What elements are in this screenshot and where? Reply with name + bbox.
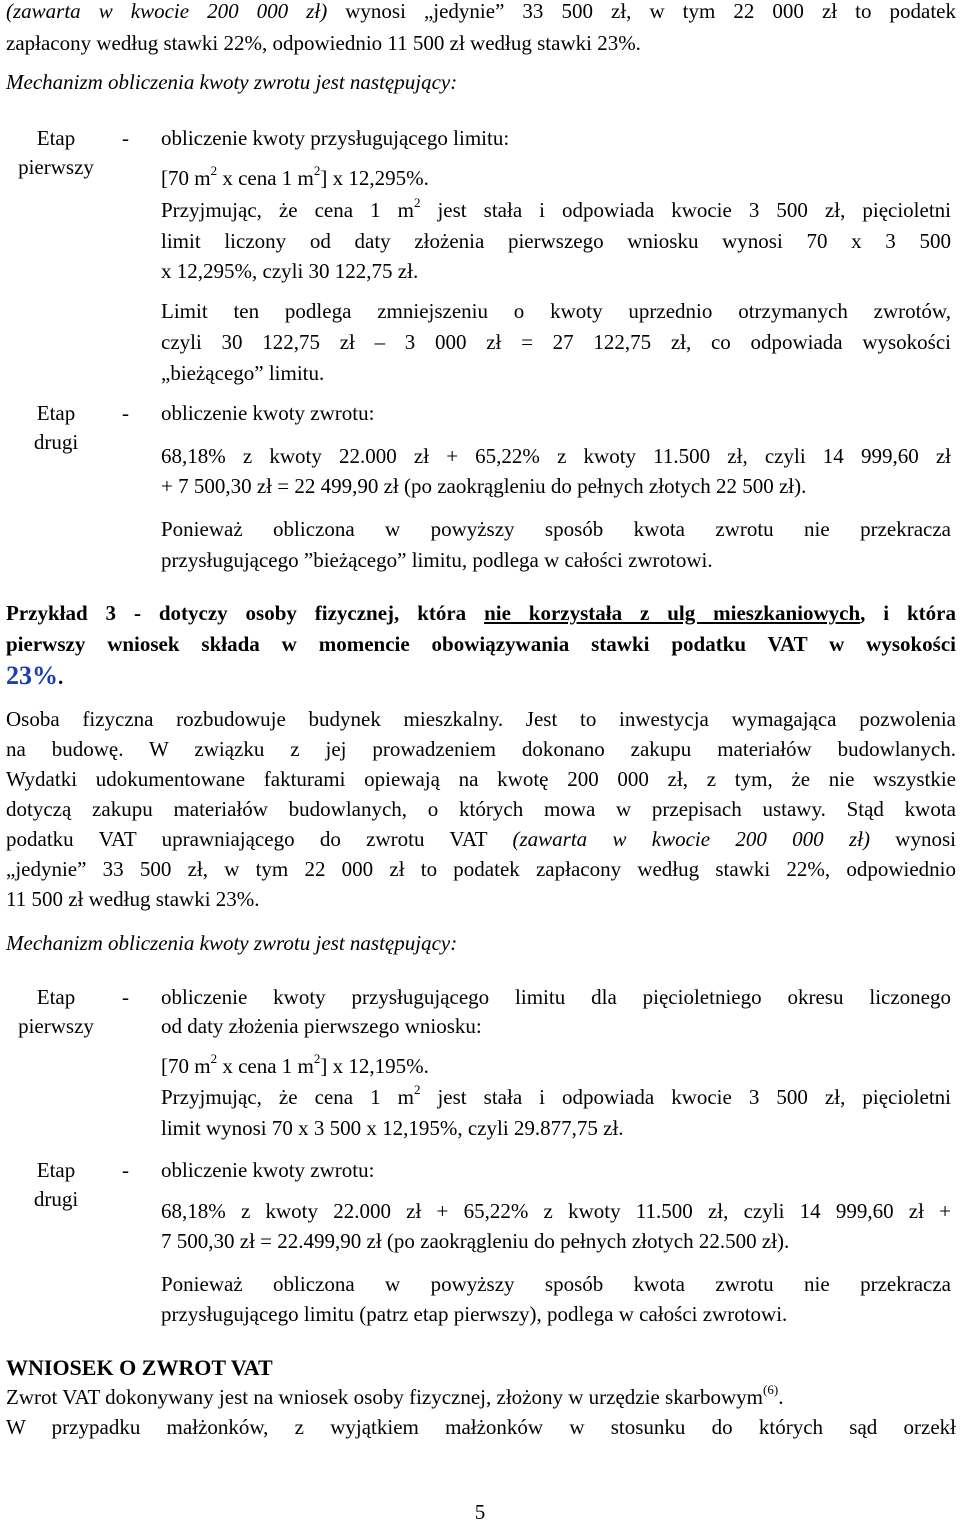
ex2-dash-2: - <box>122 401 129 425</box>
top-line-1-italic: (zawarta w kwocie 200 000 zł) <box>6 0 328 23</box>
ex3-f1-b: x cena 1 m <box>217 1054 314 1078</box>
ex3-f1-sup1: 2 <box>210 1051 218 1066</box>
ex2-f1-sup1: 2 <box>210 163 218 178</box>
ex2-etap2-label <box>6 399 106 457</box>
ex3-h3-dot: . <box>58 665 64 689</box>
ex3-p5-a: podatku VAT uprawniającego do zwrotu VAT <box>6 827 513 851</box>
wniosek-heading: WNIOSEK O ZWROT VAT <box>6 1355 273 1380</box>
ex3-f1-c: ] x 12,195%. <box>320 1054 429 1078</box>
ex2-para1-line1 <box>161 196 951 225</box>
ex3-q1a-a: Przyjmując, że cena 1 m <box>161 1085 414 1109</box>
ex2-f1-c: ] x 12,295%. <box>320 166 429 190</box>
ex3-etap1-ordinal: pierwszy <box>18 1014 94 1038</box>
ex3-desc-line2: na budowę. W związku z jej prowadzeniem dokonano zakupu materiałów budowlanych. <box>6 737 956 761</box>
wniosek-line2: W przypadku małżonków, z wyjątkiem małżonków w stosunku do których sąd orzekł <box>6 1415 956 1439</box>
ex3-dash-1: - <box>122 985 129 1009</box>
ex3-etap1-word: Etap <box>36 985 76 1009</box>
ex2-p1a-a: Przyjmując, że cena 1 m <box>161 198 414 222</box>
ex3-f1-sup2: 2 <box>313 1051 321 1066</box>
ex3-formula-2-line2: 7 500,30 zł = 22.499,90 zł (po zaokrągleniu do pełnych złotych 22.500 zł). <box>161 1229 790 1253</box>
ex2-etap2-ordinal: drugi <box>33 430 79 454</box>
ex3-heading-line2: pierwszy wniosek składa w momencie obowiązywania stawki podatku VAT w wysokości <box>6 632 956 656</box>
ex2-f1-sup2: 2 <box>313 163 321 178</box>
ex2-para3-line1: Ponieważ obliczona w powyższy sposób kwota zwrotu nie przekracza <box>161 517 951 541</box>
top-line-1 <box>6 0 956 26</box>
ex3-h1-b: , i która <box>860 601 956 625</box>
ex3-formula-2-line1: 68,18% z kwoty 22.000 zł + 65,22% z kwoty 11.500 zł, czyli 14 999,60 zł + <box>161 1199 951 1223</box>
ex2-para1-line3: x 12,295%, czyli 30 122,75 zł. <box>161 259 419 283</box>
ex3-formula-1 <box>161 1052 951 1081</box>
ex3-etap1-label <box>6 983 106 1041</box>
ex3-heading-line1 <box>6 599 956 628</box>
ex2-etap1-label <box>6 124 106 182</box>
ex3-step1-title-line1: obliczenie kwoty przysługującego limitu dla pięcioletniego okresu liczonego <box>161 985 951 1009</box>
ex3-etap2-label <box>6 1156 106 1214</box>
ex2-etap1-ordinal: pierwszy <box>18 155 94 179</box>
wniosek-l1-text: Zwrot VAT dokonywany jest na wniosek osoby fizycznej, złożony w urzędzie skarbowym <box>6 1385 764 1409</box>
ex3-p5-italic: (zawarta w kwocie 200 000 zł) <box>512 827 870 851</box>
ex3-heading-line3 <box>6 661 956 692</box>
ex3-desc-line7: 11 500 zł według stawki 23%. <box>6 887 260 911</box>
ex2-etap2-word: Etap <box>36 401 76 425</box>
ex2-para2-line1: Limit ten podlega zmniejszeniu o kwoty uprzednio otrzymanych zwrotów, <box>161 299 951 323</box>
ex2-dash-1: - <box>122 126 129 150</box>
ex3-p5-b: wynosi <box>870 827 956 851</box>
ex2-formula-2-line2: + 7 500,30 zł = 22 499,90 zł (po zaokrągleniu do pełnych złotych 22 500 zł). <box>161 474 807 498</box>
ex2-f1-a: [70 m <box>161 166 211 190</box>
ex3-rate-23: 23% <box>6 661 58 690</box>
ex3-q1a-sup: 2 <box>413 1082 421 1097</box>
ex2-formula-2-line1: 68,18% z kwoty 22.000 zł + 65,22% z kwoty 11.500 zł, czyli 14 999,60 zł <box>161 444 951 468</box>
ex2-f1-b: x cena 1 m <box>217 166 314 190</box>
ex2-step1-title: obliczenie kwoty przysługującego limitu: <box>161 126 510 150</box>
ex3-etap2-word: Etap <box>36 1158 76 1182</box>
ex3-h1-underlined: nie korzystała z ulg mieszkaniowych <box>484 601 861 625</box>
top-line-2: zapłacony według stawki 22%, odpowiednio 11 500 zł według stawki 23%. <box>6 31 641 55</box>
ex2-para2-line2: czyli 30 122,75 zł – 3 000 zł = 27 122,75 zł, co odpowiada wysokości <box>161 330 951 354</box>
ex2-p1a-b: jest stała i odpowiada kwocie 3 500 zł, pięcioletni <box>420 198 951 222</box>
ex3-dash-2: - <box>122 1158 129 1182</box>
ex3-mechanism: Mechanizm obliczenia kwoty zwrotu jest następujący: <box>6 931 458 955</box>
ex3-etap2-ordinal: drugi <box>33 1187 79 1211</box>
ex3-desc-line1: Osoba fizyczna rozbudowuje budynek mieszkalny. Jest to inwestycja wymagająca pozwolenia <box>6 707 956 731</box>
ex3-para3-line1: Ponieważ obliczona w powyższy sposób kwota zwrotu nie przekracza <box>161 1272 951 1296</box>
top-line-1-rest: wynosi „jedynie” 33 500 zł, w tym 22 000 zł to podatek <box>345 0 956 23</box>
ex2-formula-1 <box>161 164 951 193</box>
ex3-step1-title-line2: od daty złożenia pierwszego wniosku: <box>161 1014 482 1038</box>
ex3-para3-line2: przysługującego limitu (patrz etap pierwszy), podlega w całości zwrotowi. <box>161 1302 788 1326</box>
wniosek-line1 <box>6 1383 956 1412</box>
ex3-h1-a: Przykład 3 - dotyczy osoby fizycznej, która <box>6 601 485 625</box>
ex3-q1a-b: jest stała i odpowiada kwocie 3 500 zł, pięcioletni <box>420 1085 951 1109</box>
ex3-step2-title: obliczenie kwoty zwrotu: <box>161 1158 375 1182</box>
ex2-para1-line2: limit liczony od daty złożenia pierwszego wniosku wynosi 70 x 3 500 <box>161 229 951 253</box>
ex3-f1-a: [70 m <box>161 1054 211 1078</box>
ex3-desc-line4: dotyczą zakupu materiałów budowlanych, o których mowa w przepisach ustawy. Stąd kwota <box>6 797 956 821</box>
wniosek-footnote-ref: (6) <box>763 1382 779 1397</box>
ex2-etap1-word: Etap <box>36 126 76 150</box>
ex2-para2-line3: „bieżącego” limitu. <box>161 361 325 385</box>
ex3-para1-line1 <box>161 1083 951 1112</box>
top-mechanism: Mechanizm obliczenia kwoty zwrotu jest następujący: <box>6 70 458 94</box>
ex3-para1-line2: limit wynosi 70 x 3 500 x 12,195%, czyli 29.877,75 zł. <box>161 1116 624 1140</box>
ex3-desc-line6: „jedynie” 33 500 zł, w tym 22 000 zł to podatek zapłacony według stawki 22%, odpowiednio <box>6 857 956 881</box>
ex2-p1a-sup: 2 <box>413 195 421 210</box>
ex3-desc-line3: Wydatki udokumentowane fakturami opiewają na kwotę 200 000 zł, z tym, że nie wszystkie <box>6 767 956 791</box>
wniosek-l1-end: . <box>778 1385 784 1409</box>
page-number: 5 <box>474 1500 486 1524</box>
ex2-para3-line2: przysługującego ”bieżącego” limitu, podlega w całości zwrotowi. <box>161 548 713 572</box>
ex3-desc-line5 <box>6 825 956 854</box>
ex2-step2-title: obliczenie kwoty zwrotu: <box>161 401 375 425</box>
